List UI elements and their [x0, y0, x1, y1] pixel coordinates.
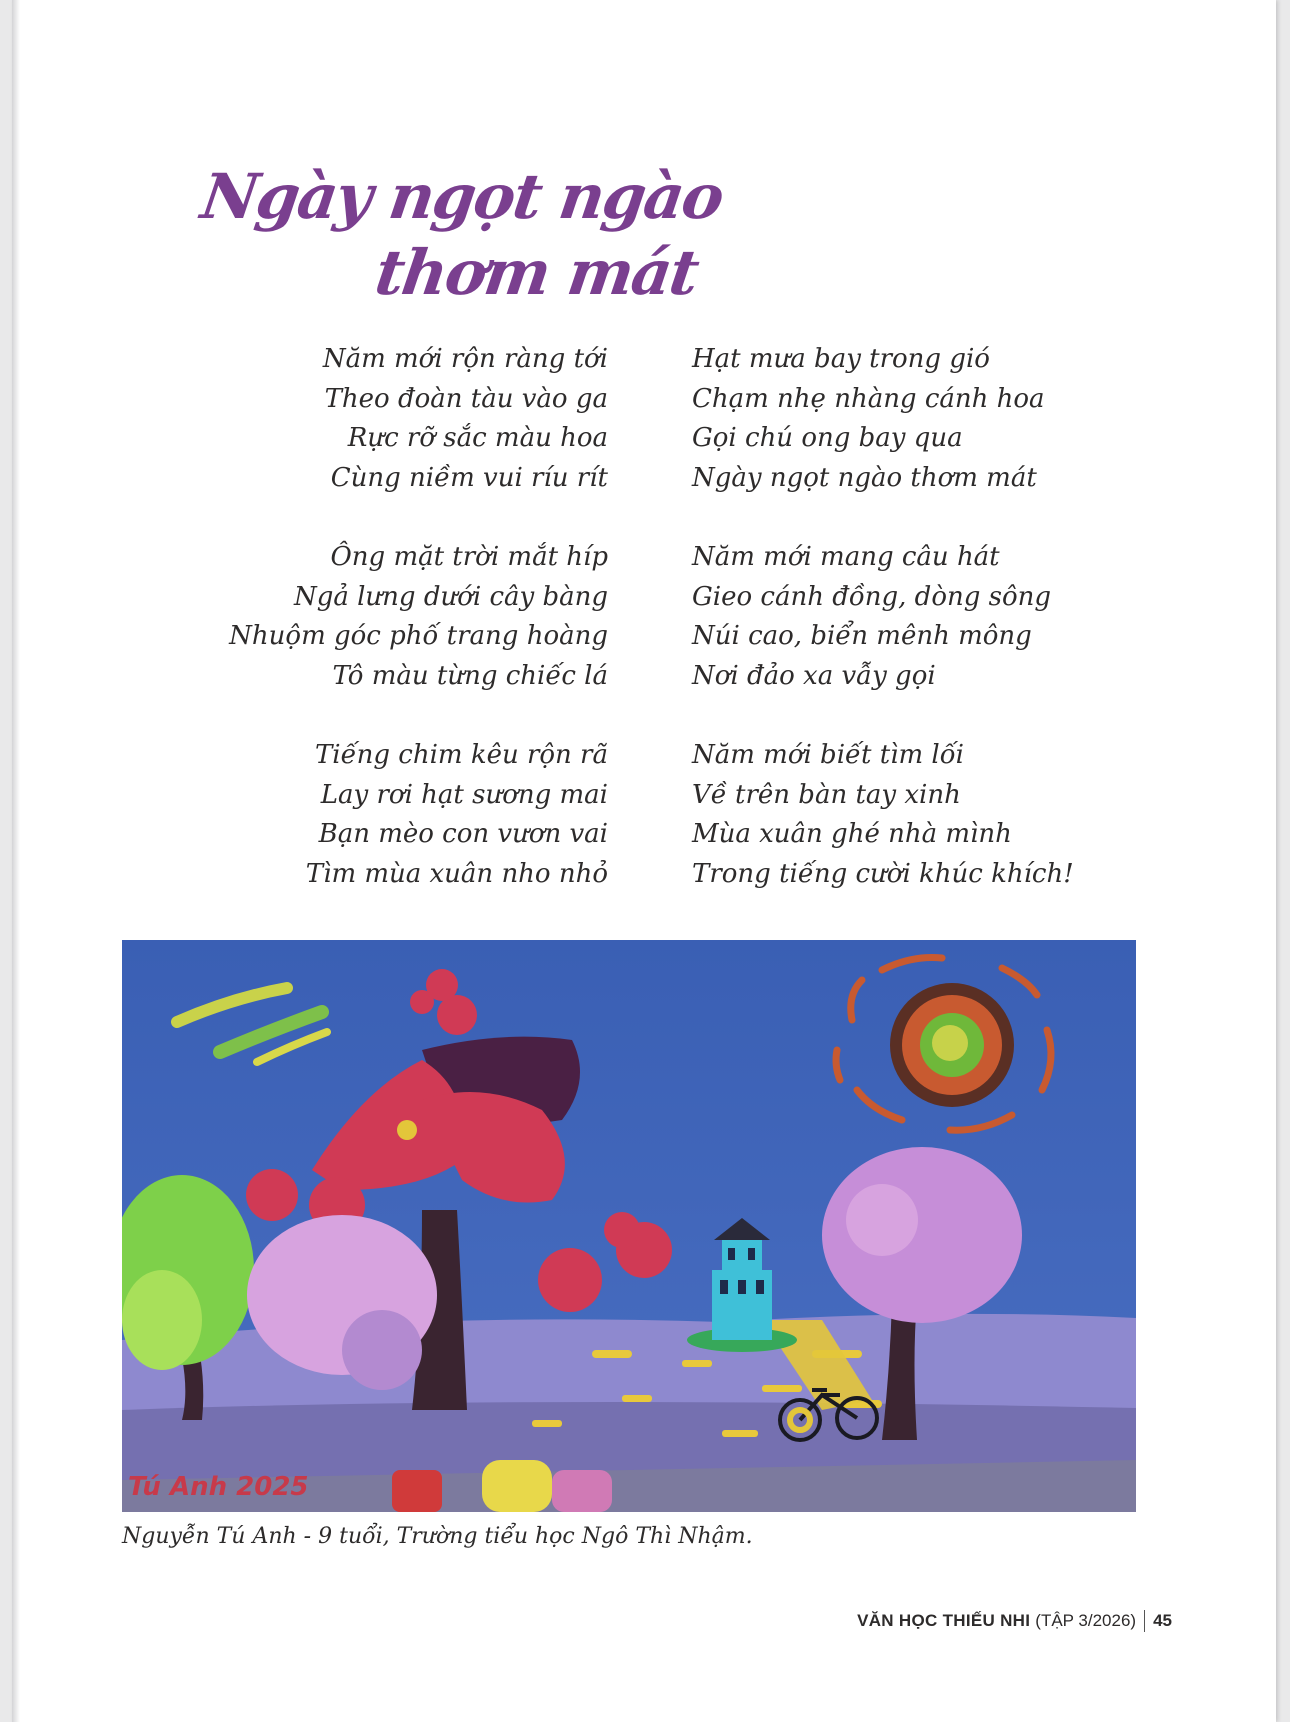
verse-line: Gọi chú ong bay qua [692, 423, 963, 453]
yellow-blob [482, 1460, 552, 1512]
magazine-name: VĂN HỌC THIẾU NHI [857, 1611, 1031, 1630]
verse-line: Cùng niềm vui ríu rít [330, 462, 608, 493]
footer-divider [1144, 1610, 1145, 1632]
verse-line: Theo đoàn tàu vào ga [324, 383, 608, 414]
pink-blob [552, 1470, 612, 1512]
page-number: 45 [1153, 1611, 1172, 1630]
stanza [188, 736, 608, 894]
painting-caption: Nguyễn Tú Anh - 9 tuổi, Trường tiểu học Ngô Thì Nhậm. [122, 1524, 753, 1549]
verse-line: Tiếng chim kêu rộn rã [314, 740, 608, 770]
verse-line: Năm mới mang câu hát [692, 542, 1000, 572]
issue-label: (TẬP 3/2026) [1035, 1611, 1137, 1630]
verse-line: Trong tiếng cười khúc khích! [692, 858, 1074, 889]
page-footer [857, 1610, 1172, 1632]
poem-title-line-2: thơm mát [370, 236, 702, 309]
verse-line: Nhuộm góc phố trang hoàng [229, 621, 608, 651]
pink-tree-right [822, 1147, 1022, 1323]
verse-line: Ông mặt trời mắt híp [330, 542, 608, 572]
painting-signature: Tú Anh 2025 [128, 1472, 309, 1502]
verse-line: Tìm mùa xuân nho nhỏ [305, 858, 608, 889]
stanza [692, 736, 1112, 894]
poem-title-line-1: Ngày ngọt ngào [196, 160, 727, 233]
stanza [188, 538, 608, 696]
red-blob [392, 1470, 442, 1512]
verse-line: Bạn mèo con vươn vai [318, 819, 608, 849]
verse-line: Ngả lưng dưới cây bàng [293, 581, 608, 612]
stanza [692, 340, 1112, 498]
verse-line: Năm mới rộn ràng tới [322, 344, 608, 374]
verse-line: Chạm nhẹ nhàng cánh hoa [692, 383, 1045, 414]
verse-line: Lay rơi hạt sương mai [320, 779, 608, 810]
verse-line: Gieo cánh đồng, dòng sông [692, 581, 1052, 612]
child-painting [122, 940, 1136, 1512]
verse-line: Về trên bàn tay xinh [692, 779, 961, 810]
yellow-flower [397, 1120, 417, 1140]
page-edge-shadow [12, 0, 20, 1722]
poem-left-column [188, 340, 608, 934]
verse-line: Năm mới biết tìm lối [692, 740, 964, 770]
stanza [692, 538, 1112, 696]
stanza [188, 340, 608, 498]
verse-line: Hạt mưa bay trong gió [692, 344, 990, 374]
poem-right-column [692, 340, 1112, 934]
magazine-page [12, 0, 1276, 1722]
verse-line: Ngày ngọt ngào thơm mát [692, 462, 1037, 493]
verse-line: Mùa xuân ghé nhà mình [692, 819, 1012, 849]
verse-line: Nơi đảo xa vẫy gọi [692, 660, 936, 691]
verse-line: Rực rỡ sắc màu hoa [347, 423, 608, 453]
verse-line: Núi cao, biển mênh mông [692, 621, 1032, 651]
verse-line: Tô màu từng chiếc lá [332, 660, 608, 691]
